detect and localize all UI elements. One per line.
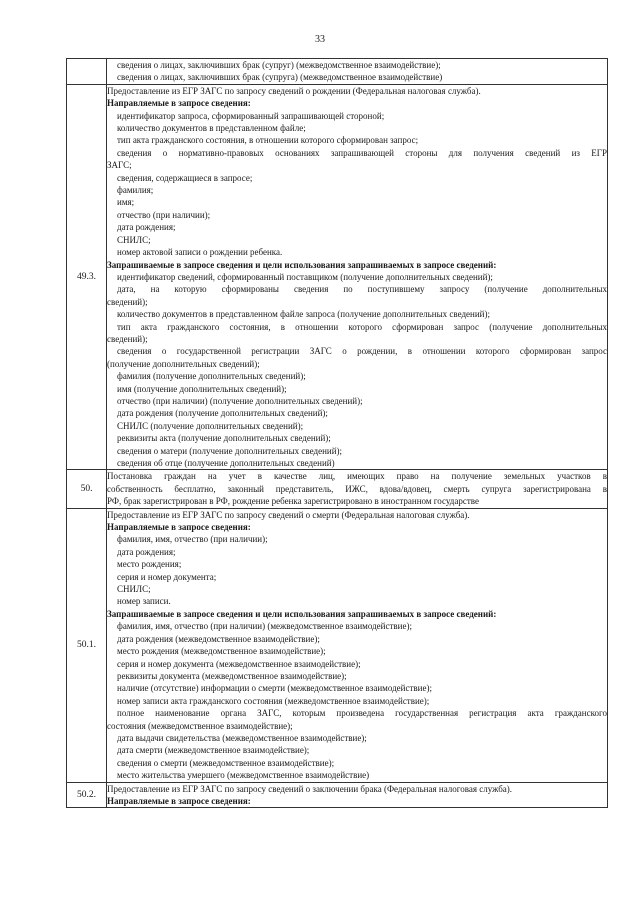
row-content bbox=[107, 782, 608, 808]
table-row bbox=[67, 508, 608, 782]
content-line: серия и номер документа (межведомственное взаимодействие); bbox=[117, 658, 361, 669]
row-content bbox=[107, 59, 608, 85]
section-heading: Направляемые в запросе сведения: bbox=[107, 795, 251, 806]
content-line: сведения о смерти (межведомственное взаимодействие); bbox=[117, 757, 335, 768]
content-line: реквизиты документа (межведомственное взаимодействие); bbox=[117, 670, 347, 681]
table-row bbox=[67, 470, 608, 508]
content-line: место рождения; bbox=[117, 559, 182, 570]
content-line: имя (получение дополнительных сведений); bbox=[117, 383, 287, 394]
table-row bbox=[67, 84, 608, 470]
content-line: сведения о нормативно-правовых основаниях запрашивающей стороны для получения сведений из ЕГР bbox=[117, 147, 607, 158]
table-row bbox=[67, 782, 608, 808]
content-line: сведения о лицах, заключивших брак (супруг) (межведомственное взаимодействие); bbox=[117, 60, 441, 70]
row-number: 50.1. bbox=[67, 508, 107, 782]
content-line: дата выдачи свидетельства (межведомственное взаимодействие); bbox=[117, 732, 367, 743]
content-line: фамилия, имя, отчество (при наличии); bbox=[117, 534, 268, 545]
section-heading: Направляемые в запросе сведения: bbox=[107, 98, 251, 109]
document-table bbox=[66, 58, 608, 808]
row-number: 50.2. bbox=[67, 782, 107, 808]
section-heading: Запрашиваемые в запросе сведения и цели использования запрашиваемых в запросе сведений: bbox=[107, 259, 497, 270]
content-line: отчество (при наличии) (получение дополнительных сведений); bbox=[117, 395, 363, 406]
content-line: количество документов в представленном файле; bbox=[117, 123, 306, 134]
content-line: сведения об отце (получение дополнительных сведений) bbox=[117, 458, 335, 468]
content-line: СНИЛС; bbox=[117, 234, 151, 245]
row-number: 50. bbox=[67, 470, 107, 508]
content-line: состояния (межведомственное взаимодействие); bbox=[107, 720, 293, 731]
content-line: сведения о государственной регистрации ЗАГС о рождении, в отношении которого сформирован запрос bbox=[117, 346, 607, 357]
content-line: имя; bbox=[117, 197, 135, 208]
content-line: фамилия (получение дополнительных сведений); bbox=[117, 371, 306, 382]
page-number: 33 bbox=[315, 34, 325, 45]
content-line: тип акта гражданского состояния, в отношении которого сформирован запрос; bbox=[117, 135, 419, 146]
content-line: сведения о матери (получение дополнительных сведений); bbox=[117, 445, 343, 456]
content-line: дата, на которую сформированы сведения по поступившему запросу (получение дополнительных bbox=[117, 284, 607, 295]
content-line: место жительства умершего (межведомственное взаимодействие) bbox=[117, 770, 370, 781]
content-line: Постановка граждан на учет в качестве лиц, имеющих право на получение земельных участков в bbox=[107, 471, 607, 482]
content-line: номер актовой записи о рождении ребенка. bbox=[117, 247, 283, 258]
content-line: фамилия, имя, отчество (при наличии) (межведомственное взаимодействие); bbox=[117, 621, 412, 632]
content-line: Предоставление из ЕГР ЗАГС по запросу сведений о смерти (Федеральная налоговая служба). bbox=[107, 509, 470, 520]
section-heading: Запрашиваемые в запросе сведения и цели использования запрашиваемых в запросе сведений: bbox=[107, 608, 497, 619]
row-content bbox=[107, 84, 608, 470]
content-line: номер записи. bbox=[117, 596, 171, 607]
content-line: сведения, содержащиеся в запросе; bbox=[117, 172, 253, 183]
row-number bbox=[67, 59, 107, 85]
content-line: дата рождения (межведомственное взаимодействие); bbox=[117, 633, 320, 644]
content-line: сведений); bbox=[107, 296, 148, 307]
content-line: СНИЛС (получение дополнительных сведений); bbox=[117, 420, 304, 431]
row-content bbox=[107, 470, 608, 508]
section-heading: Направляемые в запросе сведения: bbox=[107, 522, 251, 533]
content-line: сведений); bbox=[107, 333, 148, 344]
content-line: Предоставление из ЕГР ЗАГС по запросу сведений о заключении брака (Федеральная налоговая служба). bbox=[107, 783, 513, 794]
content-line: наличие (отсутствие) информации о смерти (межведомственное взаимодействие); bbox=[117, 683, 432, 694]
content-line: полное наименование органа ЗАГС, которым произведена государственная регистрация акта гражданского bbox=[117, 708, 607, 719]
row-content bbox=[107, 508, 608, 782]
content-line: СНИЛС; bbox=[117, 584, 151, 595]
content-line: отчество (при наличии); bbox=[117, 209, 211, 220]
content-line: номер записи акта гражданского состояния (межведомственное взаимодействие); bbox=[117, 695, 430, 706]
content-line: дата рождения; bbox=[117, 222, 176, 233]
content-line: тип акта гражданского состояния, в отношении которого сформирован запрос (получение дополнительных bbox=[117, 321, 607, 332]
content-line: дата рождения; bbox=[117, 546, 176, 557]
content-line: идентификатор запроса, сформированный запрашивающей стороной; bbox=[117, 110, 385, 121]
content-line: РФ, брак зарегистрирован в РФ, рождение ребенка зарегистрировано в иностранном государстве bbox=[107, 496, 479, 507]
content-line: Предоставление из ЕГР ЗАГС по запросу сведений о рождении (Федеральная налоговая служба). bbox=[107, 85, 481, 96]
content-line: фамилия; bbox=[117, 185, 154, 196]
content-line: (получение дополнительных сведений); bbox=[107, 358, 260, 369]
content-line: дата смерти (межведомственное взаимодействие); bbox=[117, 745, 310, 756]
table-row bbox=[67, 59, 608, 85]
content-line: место рождения (межведомственное взаимодействие); bbox=[117, 646, 326, 657]
content-line: серия и номер документа; bbox=[117, 571, 217, 582]
row-number: 49.3. bbox=[67, 84, 107, 470]
content-line: собственность бесплатно, законный представитель, ИЖС, вдова/вдовец, смерть супруга зарегистрирована в bbox=[107, 483, 607, 494]
content-line: количество документов в представленном файле запроса (получение дополнительных сведений); bbox=[117, 309, 490, 320]
content-line: ЗАГС; bbox=[107, 160, 132, 171]
content-line: идентификатор сведений, сформированный поставщиком (получение дополнительных сведений); bbox=[117, 271, 493, 282]
content-line: реквизиты акта (получение дополнительных сведений); bbox=[117, 433, 331, 444]
content-line: сведения о лицах, заключивших брак (супруга) (межведомственное взаимодействие) bbox=[117, 72, 443, 83]
content-line: дата рождения (получение дополнительных сведений); bbox=[117, 408, 328, 419]
